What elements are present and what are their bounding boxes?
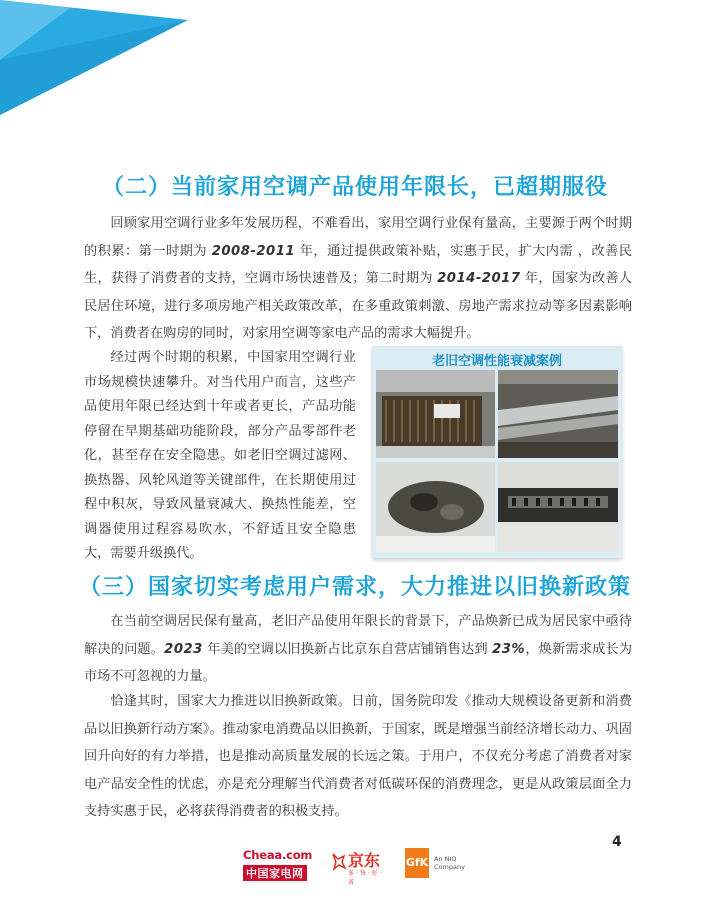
jd-logo	[330, 848, 390, 886]
section-3-paragraph-2: 恰逢其时，国家大力推进以旧换新政策。日前，国务院印发《推动大规模设备更新和消费品以旧换新行动方案》。推动家电消费品以旧换新，于国家，既是增强当前经济增长动力、巩固回升向好的有力举措，也是推动高质量发展的长远之策。于用户，不仅充分考虑了消费者对家电产品安全性的忧虑，亦是充分理解当代消费者对低碳环保的消费理念，更是从政策层面全力支持实惠于民，必将获得消费者的积极支持。	[84, 694, 632, 819]
cheaa-logo-text: Cheaa.com	[243, 848, 313, 862]
percent-23: 23%	[492, 641, 526, 657]
cheaa-logo-subtext: 中国家电网	[243, 865, 307, 881]
jd-slogan: 多·快·好·省	[348, 870, 384, 886]
text-run: 年美的空调以旧换新占比京东自营店铺销售达到	[202, 641, 493, 657]
year-2023: 2023	[164, 641, 203, 657]
text-run: 年，通过提供政策补贴，实惠于民，扩大内需 ，改善民生，获得了消费者的支持，空调市场快速普及；第二时期为	[84, 243, 632, 286]
section-2-paragraph-1	[84, 210, 632, 348]
text-run: 在当前空调居民保有量高，老旧产品使用年限长的背景下，产品焕新已成为居民家中亟待解决的问题。	[84, 614, 632, 657]
gfk-subtitle-line-1: An NIQ	[434, 855, 457, 863]
gfk-logo	[405, 848, 475, 880]
cheaa-logo	[243, 848, 315, 880]
photo-blade-dust	[498, 370, 618, 458]
text-run: 年，国家为改善人民居住环境，进行多项房地产相关政策改革，在多重政策刺激、房地产需求拉动等多因素影响下，消费者在购房的同时，对家用空调等家电产品的需求大幅提升。	[84, 271, 632, 341]
gfk-subtitle-line-2: Company	[434, 863, 465, 871]
figure-title: 老旧空调性能衰减案例	[431, 354, 562, 369]
photo-dirty-louver	[498, 462, 618, 552]
photo-dirty-filter	[376, 370, 495, 458]
section-3-paragraph-1	[84, 608, 632, 691]
gfk-subtitle	[434, 855, 465, 871]
page-number: 4	[612, 834, 622, 850]
jd-logo-text: 京东	[348, 851, 381, 870]
section-2-paragraph-2: 经过两个时期的积累，中国家用空调行业市场规模快速攀升。对当代用户而言，这些产品使用年限已经达到十年或者更长，产品功能停留在早期基础功能阶段，部分产品零部件老化，甚至存在安全隐患。如老旧空调过滤网、换热器、风轮风道等关键部件，在长期使用过程中积灰，导致风量衰减大、换热性能差，空调器使用过程容易吹水，不舒适且安全隐患大，需要升级换代。	[84, 350, 356, 561]
old-ac-figure	[372, 346, 622, 558]
section-3-heading: （三）国家切实考虑用户需求，大力推进以旧换新政策	[78, 575, 631, 600]
gfk-logo-text: GfK	[405, 848, 429, 878]
year-range-1: 2008-2011	[211, 243, 296, 259]
jd-dog-icon	[330, 850, 348, 872]
text-run: ，焕新需求成长为市场不可忽视的力量。	[84, 641, 633, 684]
text-run: 回顾家用空调行业多年发展历程，不难看出，家用空调行业保有量高，主要源于两个时期的积累：第一时期为	[84, 216, 632, 259]
year-range-2: 2014-2017	[437, 271, 521, 286]
corner-decoration	[0, 0, 200, 120]
photo-moldy-duct	[376, 462, 495, 552]
section-2-heading: （二）当前家用空调产品使用年限长，已超期服役	[101, 175, 608, 200]
